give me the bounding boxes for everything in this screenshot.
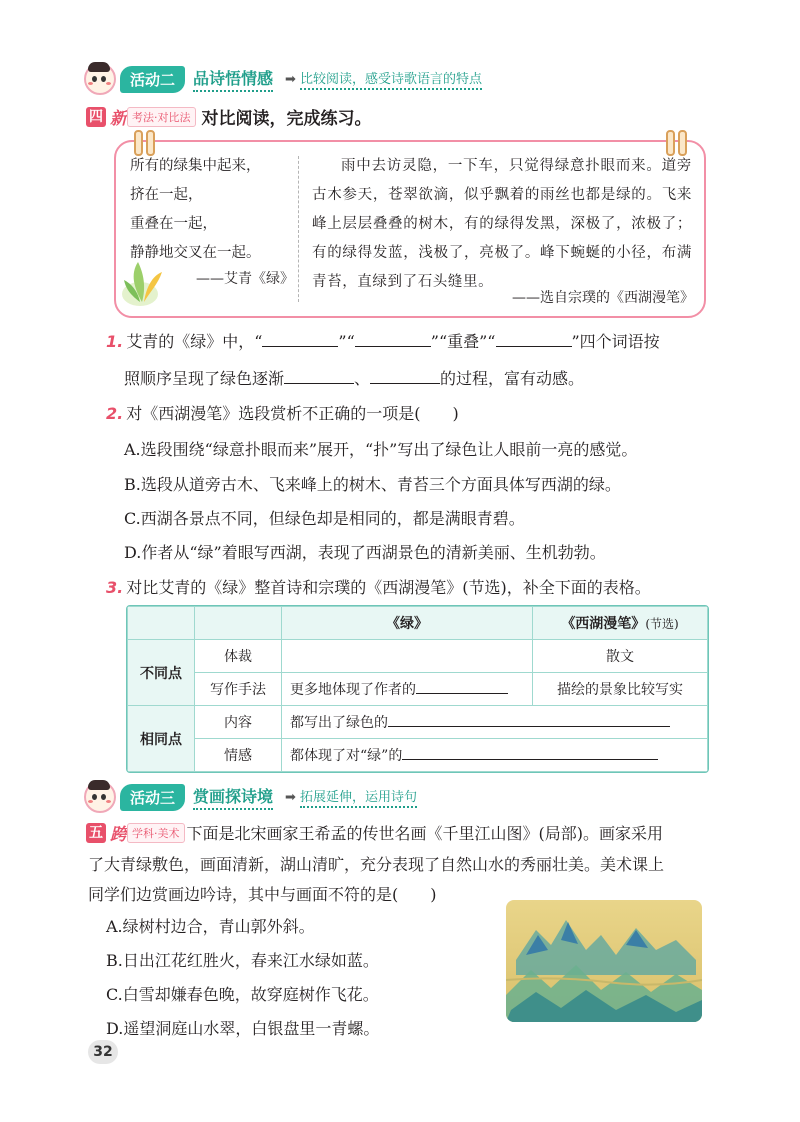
section-number: 四	[86, 107, 106, 127]
row-label: 写作手法	[195, 673, 282, 706]
page-number: 32	[88, 1040, 118, 1064]
question-3	[106, 575, 651, 598]
section-4-header	[86, 104, 372, 129]
question-number: 3.	[106, 578, 124, 597]
answer-blank[interactable]	[388, 712, 670, 727]
answer-blank[interactable]	[496, 332, 572, 347]
option-b[interactable]: B.选段从道旁古木、飞来峰上的树木、青苔三个方面具体写西湖的绿。	[124, 475, 621, 494]
column-header-note: (节选)	[645, 617, 679, 631]
row-label: 情感	[195, 739, 282, 772]
passage-text: 了大青绿敷色，画面清新，湖山清旷，充分表现了自然山水的秀丽壮美。美术课上	[88, 855, 665, 874]
question-1	[106, 329, 660, 352]
poem-line: 挤在一起，	[130, 187, 203, 203]
passage-text: 同学们边赏画边吟诗，其中与画面不符的是( )	[88, 885, 437, 904]
option-c[interactable]: C.白雪却嫌春色晚，故穿庭树作飞花。	[106, 985, 379, 1004]
cell-with-blank	[282, 739, 708, 772]
group-label-diff: 不同点	[128, 640, 195, 706]
q1-text: 艾青的《绿》中，“	[126, 332, 263, 351]
answer-blank[interactable]	[262, 332, 338, 347]
option-a[interactable]: A.选段围绕“绿意扑眼而来”展开，“扑”写出了绿色让人眼前一亮的感觉。	[124, 440, 638, 459]
activity-badge: 活动三	[120, 784, 185, 811]
option-b[interactable]: B.日出江花红胜火，春来江水绿如蓝。	[106, 951, 379, 970]
group-label-same: 相同点	[128, 706, 195, 772]
column-header-lv: 《绿》	[282, 607, 533, 640]
cell-value: 散文	[533, 640, 708, 673]
divider	[298, 156, 299, 302]
question-1-line2	[124, 366, 584, 389]
table-corner	[195, 607, 282, 640]
comparison-table	[126, 605, 709, 773]
row-label: 内容	[195, 706, 282, 739]
table-corner	[128, 607, 195, 640]
plant-illustration-icon	[120, 252, 166, 312]
prose-source: ——选自宗璞的《西湖漫笔》	[512, 290, 694, 306]
question-stem: 对《西湖漫笔》选段赏析不正确的一项是( )	[126, 404, 459, 423]
q1-text: ”四个词语按	[571, 332, 660, 351]
mascot-icon	[84, 781, 116, 813]
poem-line: 静静地交叉在一起。	[130, 245, 261, 261]
passage-box	[114, 140, 706, 318]
column-header-xh	[533, 607, 708, 640]
arrow-right-icon: ➡	[285, 71, 296, 87]
answer-blank[interactable]	[370, 369, 440, 384]
option-d[interactable]: D.作者从“绿”着眼写西湖，表现了西湖景色的清新美丽、生机勃勃。	[124, 543, 606, 562]
answer-blank[interactable]	[416, 679, 508, 694]
tag-subject: 学科·美术	[127, 823, 185, 843]
q1-text: ”“	[338, 332, 355, 351]
poem-source: ——艾青《绿》	[196, 271, 294, 287]
tag-cross: 跨	[110, 825, 127, 845]
activity-header-2	[84, 64, 482, 94]
activity-header-3	[84, 782, 417, 812]
section-number: 五	[86, 823, 106, 843]
cell-text: 都体现了对“绿”的	[290, 748, 403, 764]
option-c[interactable]: C.西湖各景点不同，但绿色却是相同的，都是满眼青碧。	[124, 509, 525, 528]
cell-text: 都写出了绿色的	[290, 715, 388, 731]
poem-line: 所有的绿集中起来，	[130, 158, 261, 174]
tag-method: 考法·对比法	[127, 107, 196, 127]
arrow-right-icon: ➡	[285, 789, 296, 805]
q1-text: 照顺序呈现了绿色逐渐	[124, 369, 285, 388]
q1-text: ”“重叠”“	[430, 332, 496, 351]
answer-cell[interactable]	[282, 640, 533, 673]
poem-line: 重叠在一起，	[130, 216, 217, 232]
activity-subtitle: 拓展延伸，运用诗句	[300, 786, 417, 808]
answer-blank[interactable]	[355, 332, 431, 347]
answer-blank[interactable]	[284, 369, 354, 384]
cell-with-blank	[282, 706, 708, 739]
activity-title: 品诗悟情感	[193, 66, 273, 92]
mascot-icon	[84, 63, 116, 95]
activity-badge: 活动二	[120, 66, 185, 93]
cell-value: 描绘的景象比较写实	[533, 673, 708, 706]
option-d[interactable]: D.遥望洞庭山水翠，白银盘里一青螺。	[106, 1019, 380, 1038]
row-label: 体裁	[195, 640, 282, 673]
activity-title: 赏画探诗境	[193, 784, 273, 810]
q1-text: 、	[354, 369, 371, 388]
cell-text: 更多地体现了作者的	[290, 682, 416, 698]
painting-image	[506, 900, 702, 1022]
answer-blank[interactable]	[402, 745, 658, 760]
poem	[130, 152, 261, 268]
option-a[interactable]: A.绿树村边合，青山郭外斜。	[106, 917, 315, 936]
cell-with-blank	[282, 673, 533, 706]
section-heading: 对比阅读，完成练习。	[201, 109, 372, 129]
column-header-xh-title: 《西湖漫笔》	[561, 616, 646, 632]
section-5-line1	[86, 820, 663, 845]
prose-passage: 雨中去访灵隐，一下车，只觉得绿意扑眼而来。道旁古木参天，苍翠欲滴，似乎飘着的雨丝也都是绿的。飞来峰上层层叠叠的树木，有的绿得发黑，深极了，浓极了；有的绿得发蓝，浅极了，亮极了。峰下蜿蜒的小径，布满青苔，直绿到了石头缝里。	[312, 158, 692, 290]
question-number: 2.	[106, 404, 124, 423]
activity-subtitle: 比较阅读，感受诗歌语言的特点	[300, 68, 482, 90]
question-number: 1.	[106, 332, 124, 351]
passage-text: 下面是北宋画家王希孟的传世名画《千里江山图》(局部)。画家采用	[186, 824, 663, 843]
question-2	[106, 401, 459, 424]
tag-new: 新	[110, 109, 127, 129]
question-stem: 对比艾青的《绿》整首诗和宗璞的《西湖漫笔》(节选)，补全下面的表格。	[126, 578, 651, 597]
q1-text: 的过程，富有动感。	[440, 369, 585, 388]
